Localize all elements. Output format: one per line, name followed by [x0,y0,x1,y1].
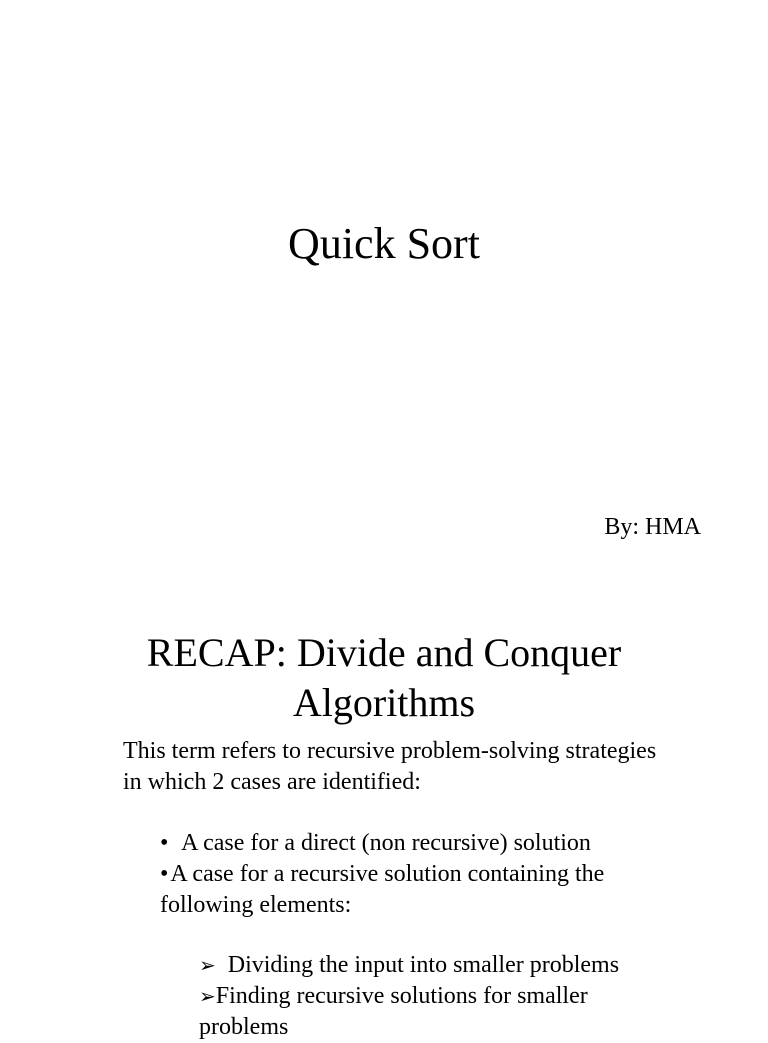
bullet-dot-icon: • [160,830,169,856]
list-item [160,828,680,859]
arrowhead-bullet-icon: ➢ [199,953,216,977]
slide-heading-line-2: Algorithms [292,680,476,725]
sub-list-item-text: Dividing the input into smaller problems [221,952,620,978]
list-item-text: A case for a direct (non recursive) solution [176,830,591,856]
arrowhead-bullet-icon: ➢ [199,984,216,1008]
author-credit: By: HMA [604,514,701,540]
intro-line-2: in which 2 cases are identified: [123,769,421,795]
bullet-dot-icon: • [160,861,169,887]
sub-bullet-list [199,950,669,1043]
page-title: Quick Sort [288,219,480,268]
sub-list-item [199,950,669,981]
list-item [160,859,680,890]
intro-paragraph [123,736,723,798]
list-item-text: A case for a recursive solution containing the [170,861,605,887]
sub-list-item-text: Finding recursive solutions for smaller [215,983,588,1009]
sub-list-item-text: problems [199,1014,289,1040]
sub-list-item-continuation [199,1012,669,1043]
slide-recap [0,600,768,1040]
list-item-continuation [160,890,680,921]
slide-heading [84,628,684,728]
slide-heading-line-1: RECAP: Divide and Conquer [146,630,622,675]
sub-list-item [199,981,669,1012]
list-item-text: following elements: [160,892,352,918]
intro-line-1: This term refers to recursive problem-solving strategies [123,738,657,764]
bullet-list [160,828,680,921]
